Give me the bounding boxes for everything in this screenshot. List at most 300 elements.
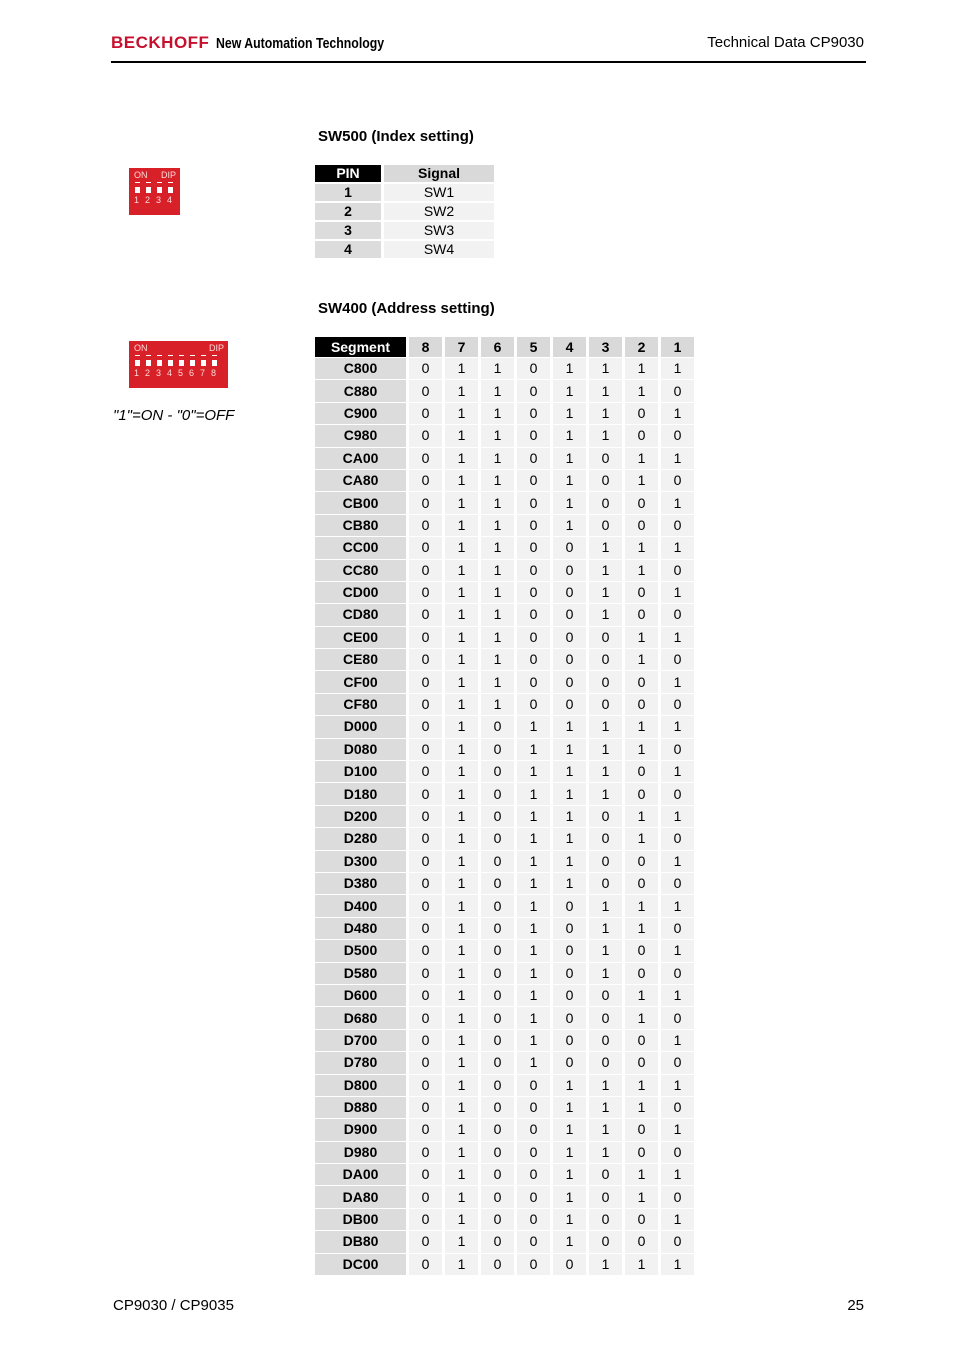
bit-cell: 0 [409, 1142, 442, 1163]
bit-cell: 0 [553, 1030, 586, 1051]
bit-cell: 1 [661, 895, 694, 916]
bit-cell: 1 [481, 671, 514, 692]
bit-cell: 1 [445, 716, 478, 737]
bit-cell: 1 [661, 1164, 694, 1185]
bit-cell: 1 [481, 537, 514, 558]
table-row [315, 761, 694, 782]
segment-cell: CE80 [315, 649, 406, 670]
bit-cell: 1 [481, 627, 514, 648]
bit-cell: 0 [517, 649, 550, 670]
bit-cell: 1 [661, 985, 694, 1006]
table-row [315, 895, 694, 916]
bit-cell: 1 [625, 1186, 658, 1207]
table-row [315, 1007, 694, 1028]
bit-cell: 1 [661, 1119, 694, 1140]
dip-switch-lever [135, 182, 140, 193]
bit-cell: 0 [481, 963, 514, 984]
bit-cell: 1 [445, 739, 478, 760]
dip-switch-lever [157, 182, 162, 193]
segment-cell: CC00 [315, 537, 406, 558]
bit-cell: 1 [625, 985, 658, 1006]
bit-column-header: 1 [661, 337, 694, 357]
bit-cell: 0 [409, 1052, 442, 1073]
bit-cell: 0 [409, 1254, 442, 1275]
bit-cell: 0 [481, 1164, 514, 1185]
bit-cell: 1 [481, 560, 514, 581]
bit-cell: 0 [409, 492, 442, 513]
bit-cell: 0 [589, 985, 622, 1006]
segment-cell: C800 [315, 358, 406, 379]
bit-cell: 0 [409, 940, 442, 961]
bit-cell: 0 [409, 649, 442, 670]
segment-cell: D380 [315, 873, 406, 894]
bit-cell: 0 [517, 1097, 550, 1118]
bit-cell: 1 [661, 627, 694, 648]
pin-cell: 1 [315, 184, 381, 201]
bit-cell: 1 [625, 1164, 658, 1185]
table-row [315, 873, 694, 894]
brand-tagline: New Automation Technology [216, 35, 385, 52]
bit-cell: 0 [517, 1142, 550, 1163]
page-header-title: Technical Data CP9030 [707, 34, 864, 51]
bit-cell: 0 [517, 1209, 550, 1230]
bit-cell: 1 [445, 1209, 478, 1230]
bit-cell: 1 [553, 1142, 586, 1163]
bit-cell: 0 [409, 851, 442, 872]
bit-cell: 0 [661, 649, 694, 670]
segment-column-header: Segment [315, 337, 406, 357]
bit-cell: 1 [625, 739, 658, 760]
footer-product: CP9030 / CP9035 [113, 1297, 234, 1314]
bit-cell: 0 [661, 828, 694, 849]
bit-cell: 1 [661, 716, 694, 737]
table-row [315, 403, 694, 424]
table-row [315, 918, 694, 939]
table-row [315, 241, 494, 258]
bit-cell: 0 [661, 1142, 694, 1163]
dip-switch-lever [157, 355, 162, 366]
bit-cell: 0 [625, 1052, 658, 1073]
segment-cell: CA00 [315, 448, 406, 469]
bit-cell: 0 [517, 425, 550, 446]
bit-cell: 0 [553, 1007, 586, 1028]
bit-cell: 1 [481, 448, 514, 469]
bit-cell: 1 [445, 1075, 478, 1096]
bit-cell: 1 [445, 671, 478, 692]
bit-cell: 0 [553, 918, 586, 939]
bit-cell: 1 [661, 1254, 694, 1275]
bit-cell: 0 [409, 761, 442, 782]
table-row [315, 1142, 694, 1163]
table-row [315, 560, 694, 581]
sw400-segment-table [312, 336, 697, 1276]
bit-cell: 1 [445, 560, 478, 581]
table-row [315, 649, 694, 670]
bit-cell: 0 [553, 963, 586, 984]
bit-cell: 0 [553, 940, 586, 961]
bit-cell: 1 [661, 582, 694, 603]
bit-cell: 1 [553, 448, 586, 469]
bit-cell: 1 [625, 1075, 658, 1096]
bit-cell: 1 [481, 403, 514, 424]
segment-cell: D480 [315, 918, 406, 939]
bit-cell: 0 [409, 873, 442, 894]
bit-cell: 1 [553, 380, 586, 401]
bit-cell: 0 [553, 895, 586, 916]
bit-cell: 0 [517, 403, 550, 424]
bit-cell: 1 [589, 895, 622, 916]
bit-cell: 1 [445, 649, 478, 670]
segment-cell: CA80 [315, 470, 406, 491]
bit-cell: 1 [445, 448, 478, 469]
bit-cell: 1 [445, 694, 478, 715]
bit-cell: 0 [481, 1030, 514, 1051]
bit-cell: 0 [481, 1075, 514, 1096]
bit-cell: 1 [445, 828, 478, 849]
signal-cell: SW2 [384, 203, 494, 220]
segment-cell: D100 [315, 761, 406, 782]
bit-cell: 1 [625, 627, 658, 648]
bit-cell: 0 [409, 560, 442, 581]
segment-cell: D300 [315, 851, 406, 872]
bit-cell: 1 [481, 649, 514, 670]
bit-cell: 1 [445, 1119, 478, 1140]
bit-cell: 0 [625, 1231, 658, 1252]
dip-number: 1 [134, 195, 140, 205]
bit-cell: 0 [661, 1231, 694, 1252]
dip-switch-lever [146, 355, 151, 366]
segment-cell: C980 [315, 425, 406, 446]
brand-logo [111, 33, 421, 55]
bit-cell: 0 [409, 895, 442, 916]
dip-number: 4 [167, 368, 173, 378]
bit-cell: 1 [589, 783, 622, 804]
segment-cell: D700 [315, 1030, 406, 1051]
bit-cell: 1 [625, 1097, 658, 1118]
bit-cell: 1 [625, 918, 658, 939]
bit-cell: 0 [553, 627, 586, 648]
bit-cell: 1 [661, 671, 694, 692]
bit-cell: 0 [409, 1164, 442, 1185]
bit-cell: 1 [553, 783, 586, 804]
bit-cell: 1 [553, 1119, 586, 1140]
segment-cell: CB80 [315, 515, 406, 536]
bit-cell: 1 [445, 1097, 478, 1118]
bit-cell: 1 [553, 851, 586, 872]
bit-cell: 1 [625, 895, 658, 916]
dip-number: 3 [156, 368, 162, 378]
bit-cell: 0 [625, 403, 658, 424]
bit-cell: 0 [517, 492, 550, 513]
table-row [315, 1052, 694, 1073]
dip-switch-4-icon [129, 168, 180, 215]
bit-cell: 1 [553, 1075, 586, 1096]
bit-cell: 0 [589, 1007, 622, 1028]
bit-cell: 1 [625, 380, 658, 401]
bit-cell: 1 [517, 828, 550, 849]
bit-cell: 1 [661, 1209, 694, 1230]
bit-cell: 1 [553, 425, 586, 446]
bit-cell: 0 [661, 739, 694, 760]
segment-cell: CD80 [315, 604, 406, 625]
segment-cell: CC80 [315, 560, 406, 581]
bit-cell: 1 [445, 425, 478, 446]
bit-cell: 0 [589, 1209, 622, 1230]
bit-cell: 1 [481, 515, 514, 536]
bit-cell: 1 [445, 761, 478, 782]
bit-cell: 0 [625, 963, 658, 984]
segment-cell: D800 [315, 1075, 406, 1096]
bit-cell: 1 [445, 492, 478, 513]
bit-cell: 0 [589, 1030, 622, 1051]
sw500-title: SW500 (Index setting) [318, 128, 474, 145]
bit-cell: 0 [517, 470, 550, 491]
bit-cell: 0 [553, 1052, 586, 1073]
bit-cell: 0 [589, 806, 622, 827]
bit-cell: 1 [661, 851, 694, 872]
bit-cell: 0 [625, 515, 658, 536]
bit-cell: 1 [625, 1007, 658, 1028]
table-row [315, 627, 694, 648]
bit-cell: 0 [517, 1254, 550, 1275]
bit-cell: 0 [625, 582, 658, 603]
bit-cell: 0 [589, 649, 622, 670]
bit-cell: 0 [409, 1209, 442, 1230]
bit-cell: 0 [553, 604, 586, 625]
segment-cell: CD00 [315, 582, 406, 603]
bit-cell: 1 [445, 1142, 478, 1163]
bit-cell: 0 [625, 1209, 658, 1230]
dip-switch-lever [179, 355, 184, 366]
bit-cell: 0 [625, 425, 658, 446]
bit-cell: 0 [589, 515, 622, 536]
bit-cell: 0 [589, 851, 622, 872]
bit-column-header: 3 [589, 337, 622, 357]
bit-cell: 1 [481, 380, 514, 401]
bit-cell: 0 [589, 694, 622, 715]
bit-cell: 0 [553, 537, 586, 558]
bit-cell: 0 [661, 425, 694, 446]
dip-number: 3 [156, 195, 162, 205]
bit-cell: 0 [409, 358, 442, 379]
bit-column-header: 8 [409, 337, 442, 357]
bit-cell: 0 [553, 582, 586, 603]
bit-cell: 1 [589, 940, 622, 961]
bit-cell: 1 [589, 537, 622, 558]
bit-cell: 1 [481, 604, 514, 625]
bit-cell: 0 [481, 739, 514, 760]
segment-cell: DB80 [315, 1231, 406, 1252]
bit-cell: 0 [517, 671, 550, 692]
bit-cell: 1 [445, 627, 478, 648]
bit-cell: 1 [553, 806, 586, 827]
bit-cell: 0 [589, 1231, 622, 1252]
dip-label: DIP [160, 170, 176, 180]
bit-cell: 1 [445, 403, 478, 424]
bit-cell: 1 [445, 873, 478, 894]
bit-cell: 1 [481, 425, 514, 446]
bit-cell: 1 [445, 1030, 478, 1051]
bit-cell: 0 [625, 1142, 658, 1163]
dip-number: 1 [134, 368, 140, 378]
bit-cell: 0 [409, 380, 442, 401]
bit-cell: 1 [589, 739, 622, 760]
table-row [315, 806, 694, 827]
bit-cell: 1 [661, 358, 694, 379]
bit-cell: 1 [589, 716, 622, 737]
bit-cell: 1 [625, 448, 658, 469]
bit-cell: 0 [409, 716, 442, 737]
bit-cell: 0 [661, 380, 694, 401]
bit-cell: 1 [589, 604, 622, 625]
bit-cell: 1 [481, 582, 514, 603]
bit-cell: 0 [517, 448, 550, 469]
table-row [315, 671, 694, 692]
bit-cell: 0 [661, 873, 694, 894]
bit-cell: 0 [517, 1119, 550, 1140]
bit-cell: 1 [445, 1231, 478, 1252]
bit-cell: 1 [445, 1007, 478, 1028]
bit-cell: 1 [445, 604, 478, 625]
dip-switch-lever [146, 182, 151, 193]
bit-cell: 1 [589, 425, 622, 446]
segment-cell: D780 [315, 1052, 406, 1073]
signal-cell: SW4 [384, 241, 494, 258]
bit-cell: 0 [481, 873, 514, 894]
bit-cell: 1 [661, 940, 694, 961]
bit-cell: 1 [553, 873, 586, 894]
bit-cell: 0 [661, 918, 694, 939]
bit-cell: 0 [409, 828, 442, 849]
bit-cell: 1 [661, 448, 694, 469]
segment-cell: C900 [315, 403, 406, 424]
segment-cell: D880 [315, 1097, 406, 1118]
dip-label: DIP [208, 343, 224, 353]
segment-cell: D000 [315, 716, 406, 737]
table-row [315, 963, 694, 984]
bit-cell: 1 [517, 716, 550, 737]
table-row [315, 783, 694, 804]
bit-cell: 1 [553, 358, 586, 379]
bit-cell: 0 [517, 627, 550, 648]
bit-cell: 0 [409, 671, 442, 692]
bit-cell: 1 [445, 537, 478, 558]
table-row [315, 203, 494, 220]
bit-cell: 0 [409, 1186, 442, 1207]
bit-cell: 1 [553, 1209, 586, 1230]
bit-cell: 0 [589, 1052, 622, 1073]
bit-cell: 1 [661, 761, 694, 782]
bit-cell: 1 [445, 515, 478, 536]
bit-cell: 0 [625, 783, 658, 804]
bit-cell: 0 [517, 694, 550, 715]
table-row [315, 1209, 694, 1230]
bit-cell: 1 [553, 492, 586, 513]
table-row [315, 425, 694, 446]
bit-cell: 1 [589, 560, 622, 581]
table-row [315, 380, 694, 401]
bit-cell: 0 [589, 627, 622, 648]
bit-cell: 1 [661, 1030, 694, 1051]
bit-cell: 1 [625, 560, 658, 581]
segment-cell: D600 [315, 985, 406, 1006]
segment-cell: D280 [315, 828, 406, 849]
bit-cell: 1 [445, 806, 478, 827]
bit-cell: 0 [589, 1186, 622, 1207]
bit-cell: 1 [625, 358, 658, 379]
bit-cell: 0 [409, 783, 442, 804]
bit-cell: 0 [481, 716, 514, 737]
bit-cell: 1 [589, 358, 622, 379]
table-row [315, 1119, 694, 1140]
table-row [315, 694, 694, 715]
bit-cell: 1 [481, 470, 514, 491]
bit-cell: 0 [409, 470, 442, 491]
table-row [315, 716, 694, 737]
segment-cell: DA00 [315, 1164, 406, 1185]
table-row [315, 1231, 694, 1252]
bit-cell: 1 [517, 1007, 550, 1028]
bit-cell: 0 [409, 1097, 442, 1118]
bit-cell: 0 [481, 1254, 514, 1275]
bit-column-header: 7 [445, 337, 478, 357]
bit-cell: 0 [625, 851, 658, 872]
bit-cell: 1 [589, 1254, 622, 1275]
segment-cell: D080 [315, 739, 406, 760]
segment-cell: CE00 [315, 627, 406, 648]
table-row [315, 470, 694, 491]
bit-cell: 0 [409, 425, 442, 446]
bit-cell: 1 [589, 380, 622, 401]
bit-cell: 0 [517, 1075, 550, 1096]
table-row [315, 604, 694, 625]
table-row [315, 184, 494, 201]
dip-switch-lever [201, 355, 206, 366]
bit-cell: 0 [661, 1007, 694, 1028]
dip-switch-lever [212, 355, 217, 366]
pin-column-header: PIN [315, 165, 381, 182]
bit-cell: 1 [445, 380, 478, 401]
bit-cell: 0 [409, 1007, 442, 1028]
bit-cell: 1 [445, 1164, 478, 1185]
bit-cell: 1 [445, 358, 478, 379]
bit-cell: 0 [409, 537, 442, 558]
bit-cell: 1 [625, 828, 658, 849]
table-row [315, 1186, 694, 1207]
bit-cell: 0 [661, 470, 694, 491]
bit-cell: 0 [409, 1075, 442, 1096]
bit-cell: 0 [625, 671, 658, 692]
bit-cell: 1 [445, 1254, 478, 1275]
bit-cell: 1 [481, 694, 514, 715]
dip-switch-lever [135, 355, 140, 366]
bit-cell: 1 [445, 985, 478, 1006]
bit-cell: 1 [661, 403, 694, 424]
bit-cell: 1 [589, 1142, 622, 1163]
segment-cell: DB00 [315, 1209, 406, 1230]
dip-switch-8-icon [129, 341, 228, 388]
bit-cell: 1 [661, 492, 694, 513]
bit-cell: 0 [589, 492, 622, 513]
table-row [315, 448, 694, 469]
bit-cell: 1 [553, 515, 586, 536]
table-row [315, 1075, 694, 1096]
bit-column-header: 4 [553, 337, 586, 357]
bit-cell: 1 [589, 1119, 622, 1140]
bit-cell: 0 [517, 560, 550, 581]
bit-cell: 0 [589, 448, 622, 469]
bit-cell: 1 [589, 1097, 622, 1118]
